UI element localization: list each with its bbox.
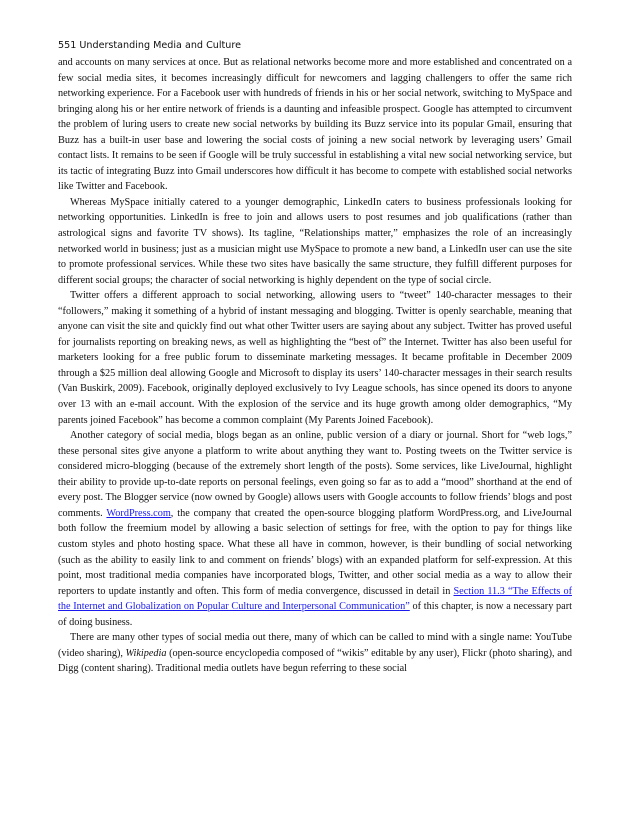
page-number: 551: [58, 40, 77, 51]
paragraph-5-text-b: (open-source encyclopedia composed of “wikis” editable by any user), Flickr (photo sharing), and Digg (content sharing). Traditional media outlets have begun referring to these social: [58, 647, 572, 675]
book-title: Understanding Media and Culture: [79, 40, 241, 51]
wordpress-link[interactable]: WordPress.com: [106, 507, 171, 519]
paragraph-4-text-b: , the company that created the open-source blogging platform WordPress.org, and LiveJournal both follow the freemium model by allowing a basic selection of settings for free, with the option to pay for things like custom styles and photo hosting space. What these all have in common, however, is their bundling of social networking (such as the ability to easily link to and comment on friends’ blogs) with an expanded platform for self-expression. At this point, most traditional media companies have incorporated blogs, Twitter, and other social media as a way to allow their reporters to update instantly and often. This form of media convergence, discussed in detail in: [58, 507, 573, 597]
body-text: [58, 55, 572, 677]
paragraph-5-text-a: There are many other types of social media out there, many of which can be called to mind with a single name: YouTube (video sharing),: [58, 632, 572, 659]
paragraph-4-text-a: Another category of social media, blogs began as an online, public version of a diary or journal. Short for “web logs,” these personal sites give anyone a platform to write about anything they want to. Posting tweets on the Twitter service is considered micro-blogging (because of the extremely short length of the posts). Some services, like LiveJournal, highlight their ability to provide up-to-date reports on personal feelings, even going so far as to add a “mood” shorthand at the end of every post. The Blogger service (now owned by Google) allows users with Google accounts to follow friends’ blogs and post comments.: [58, 430, 572, 519]
paragraph-5: [58, 630, 572, 677]
running-header: [58, 38, 572, 54]
paragraph-3: Twitter offers a different approach to social networking, allowing users to “tweet” 140-character messages to their “followers,” making it something of a hybrid of instant messaging and blogging. Twitter is openly searchable, meaning that anyone can visit the site and quickly find out what other Twitter users are saying about any subject. Twitter has proved useful for journalists reporting on breaking news, as well as highlighting the “best of” the Internet. Twitter has also been useful for marketers looking for a free public forum to disseminate marketing messages. It became profitable in December 2009 through a $25 million deal allowing Google and Microsoft to display its users’ 140-character messages in their search results (Van Buskirk, 2009). Facebook, originally deployed exclusively to Ivy League schools, has since opened its doors to anyone over 13 with an e-mail account. With the explosion of the service and its huge growth among older demographics, “My parents joined Facebook” has become a common complaint (My Parents Joined Facebook).: [58, 290, 572, 426]
section-11-3-link[interactable]: Section 11.3 “The Effects of the Internet and Globalization on Popular Culture and Interpersonal Communication”: [58, 585, 573, 613]
paragraph-1: and accounts on many services at once. But as relational networks become more and more established and concentrated on a few social media sites, it becomes increasingly difficult for newcomers and lagging challengers to offer the same rich networking experience. For a Facebook user with hundreds of friends in his or her social network, switching to MySpace and bringing along his or her entire network of friends is a daunting and infeasible prospect. Google has attempted to circumvent the problem of luring users to create new social networks by building its Buzz service into its popular Gmail, ensuring that Buzz has a built-in user base and lowering the social costs of joining a new social network by leveraging users’ Gmail contact lists. It remains to be seen if Google will be truly successful in establishing a vital new social networking service, but its tactic of integrating Buzz into Gmail underscores how difficult it has become to compete with established social networks like Twitter and Facebook.: [58, 57, 572, 193]
document-page: [58, 38, 572, 677]
paragraph-2: Whereas MySpace initially catered to a younger demographic, LinkedIn caters to business professionals looking for networking opportunities. LinkedIn is free to join and allows users to post resumes and job qualifications (rather than astrological signs and favorite TV shows). Its tagline, “Relationships matter,” emphasizes the role of an increasingly networked world in business; just as a musician might use MySpace to promote a new band, a LinkedIn user can use the site to promote professional services. While these two sites have basically the same structure, they fulfill different purposes for different social groups; the character of social networking is highly dependent on the type of social circle.: [58, 196, 572, 286]
paragraph-4-text-c: of this chapter, is now a necessary part of doing business.: [58, 601, 572, 628]
wikipedia-title: Wikipedia: [125, 647, 167, 659]
paragraph-4: [58, 428, 572, 630]
